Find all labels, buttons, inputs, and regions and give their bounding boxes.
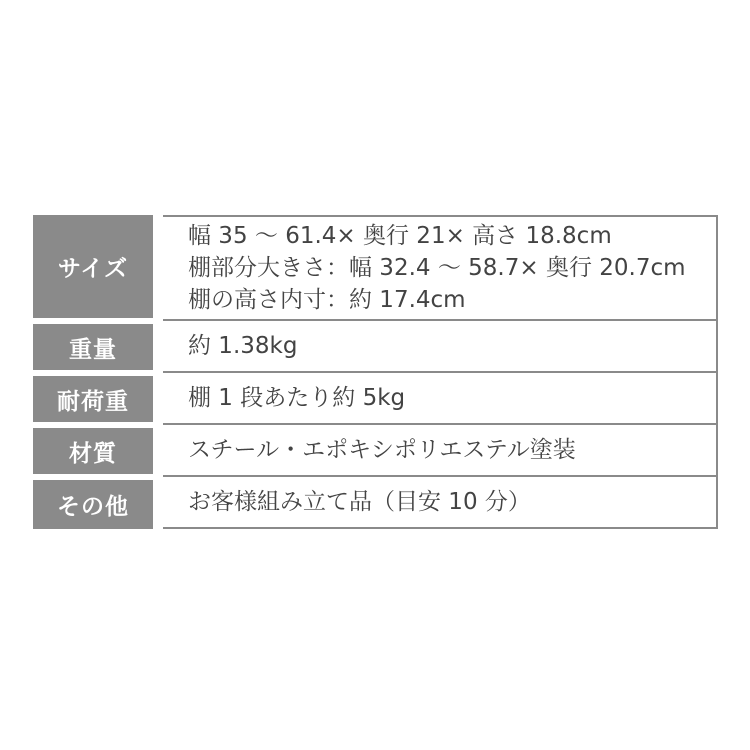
column-gap <box>153 321 163 373</box>
other-line: お客様組み立て品（目安 10 分） <box>188 489 531 515</box>
spec-value-weight <box>163 321 718 373</box>
spec-value-size <box>163 215 718 321</box>
column-gap <box>153 477 163 529</box>
spec-value-load-capacity <box>163 373 718 425</box>
spec-value-other <box>163 477 718 529</box>
material-line: スチール・エポキシポリエステル塗装 <box>188 437 576 463</box>
spec-row-weight <box>33 321 718 373</box>
spec-row-material <box>33 425 718 477</box>
spec-label-load-capacity: 耐荷重 <box>33 376 153 422</box>
spec-row-other <box>33 477 718 529</box>
weight-line: 約 1.38kg <box>188 333 298 359</box>
load-capacity-line: 棚 1 段あたり約 5kg <box>188 385 406 411</box>
size-line-3: 棚の高さ内寸：約 17.4cm <box>188 287 466 313</box>
spec-label-other: その他 <box>33 480 153 529</box>
column-gap <box>153 373 163 425</box>
spec-label-size: サイズ <box>33 215 153 318</box>
column-gap <box>153 215 163 321</box>
spec-row-size <box>33 215 718 321</box>
size-line-1: 幅 35 〜 61.4× 奥行 21× 高さ 18.8cm <box>188 223 612 249</box>
spec-value-material <box>163 425 718 477</box>
column-gap <box>153 425 163 477</box>
spec-label-weight: 重量 <box>33 324 153 370</box>
product-spec-table <box>33 215 718 529</box>
spec-row-load-capacity <box>33 373 718 425</box>
spec-label-material: 材質 <box>33 428 153 474</box>
size-line-2: 棚部分大きさ：幅 32.4 〜 58.7× 奥行 20.7cm <box>188 255 686 281</box>
